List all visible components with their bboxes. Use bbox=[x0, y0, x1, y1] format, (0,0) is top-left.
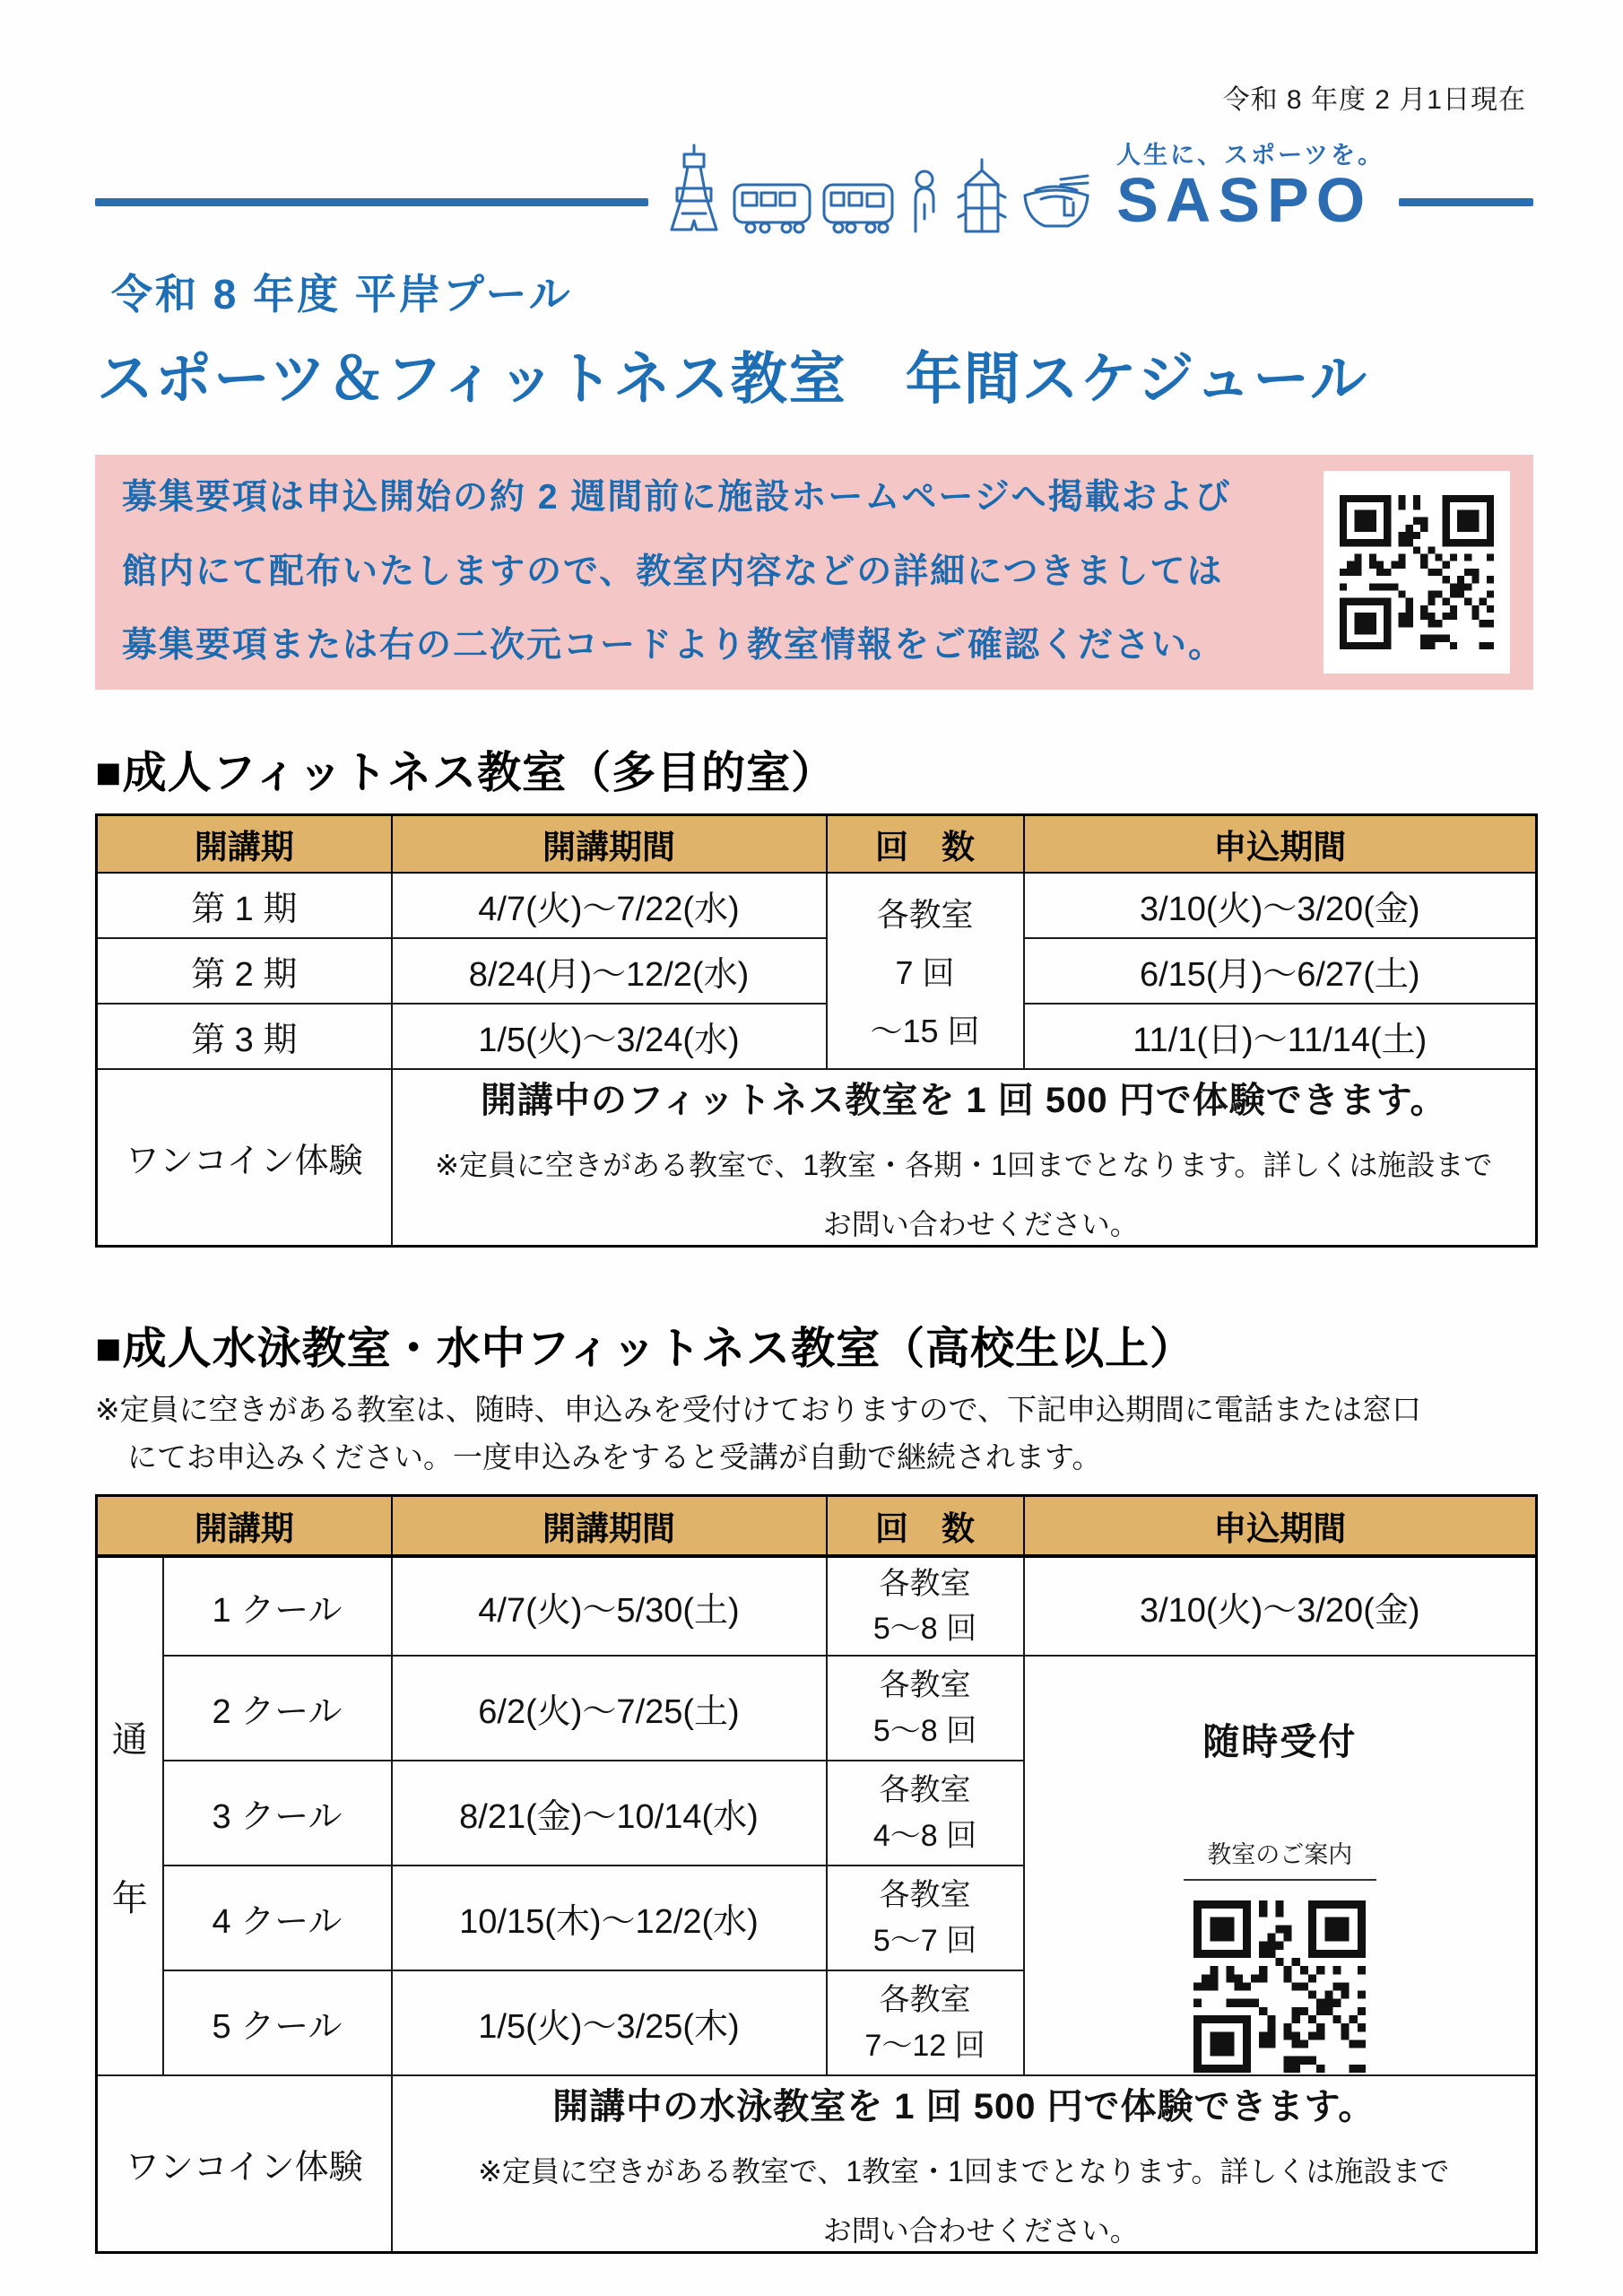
count-line: ～15 回 bbox=[870, 1013, 980, 1050]
count-line: 各教室 bbox=[876, 895, 974, 933]
logo-tagline: 人生に、スポーツを。 bbox=[1116, 141, 1384, 169]
anytime-label: 随時受付 bbox=[1202, 1721, 1358, 1763]
cell-apply: 3/10(火)～3/20(金) bbox=[1024, 1556, 1537, 1656]
notice-qr-panel bbox=[1324, 471, 1510, 674]
col-header-period: 開講期間 bbox=[392, 815, 827, 874]
trial-details bbox=[392, 2075, 1537, 2253]
count-line: 各教室 bbox=[879, 1983, 971, 2018]
date-note: 令和 8 年度 2 月1日現在 bbox=[1222, 85, 1526, 115]
clock-tower-icon bbox=[953, 158, 1011, 235]
trial-label: ワンコイン体験 bbox=[97, 1069, 392, 1247]
ramen-bowl-icon bbox=[1018, 172, 1095, 235]
cell-apply: 11/1(日)～11/14(土) bbox=[1024, 1004, 1537, 1069]
count-line: 5～7 回 bbox=[872, 1923, 977, 1958]
count-line: 4～8 回 bbox=[872, 1818, 977, 1853]
table-row bbox=[97, 1004, 1537, 1069]
trial-headline: 開講中のフィットネス教室を 1 回 500 円で体験できます。 bbox=[480, 1081, 1447, 1120]
trial-headline: 開講中の水泳教室を 1 回 500 円で体験できます。 bbox=[552, 2087, 1376, 2127]
hand-icon bbox=[903, 169, 946, 235]
table-row bbox=[97, 1556, 1537, 1656]
tram-icon bbox=[731, 179, 813, 235]
trial-row bbox=[97, 2075, 1537, 2253]
cell-period: 8/21(金)～10/14(水) bbox=[392, 1761, 827, 1866]
table-row bbox=[97, 1656, 1537, 1761]
cell-period: 4/7(火)～5/30(土) bbox=[392, 1556, 827, 1656]
col-header-apply: 申込期間 bbox=[1024, 1495, 1537, 1556]
section-heading-fitness: ■成人フィットネス教室（多目的室） bbox=[95, 749, 837, 797]
qr-caption: 教室のご案内 bbox=[1184, 1835, 1376, 1881]
intro-line: にてお申込みください。一度申込みをすると受講が自動で継続されます。 bbox=[127, 1440, 1102, 1474]
col-header-period: 開講期間 bbox=[392, 1495, 827, 1556]
count-line: 各教室 bbox=[879, 1668, 971, 1703]
cell-term: 第 1 期 bbox=[97, 873, 392, 938]
col-header-count: 回 数 bbox=[827, 815, 1024, 874]
cell-count bbox=[827, 1761, 1024, 1866]
intro-line: ※定員に空きがある教室は、随時、申込みを受付けておりますので、下記申込期間に電話または窓口 bbox=[95, 1393, 1421, 1426]
cell-period: 10/15(木)～12/2(水) bbox=[392, 1866, 827, 1970]
trial-details bbox=[392, 1069, 1537, 1247]
cell-apply: 6/15(月)～6/27(土) bbox=[1024, 938, 1537, 1004]
year-label-char: 通 bbox=[111, 1720, 148, 1761]
qr-code-notice bbox=[1340, 495, 1494, 649]
count-line: 各教室 bbox=[879, 1773, 971, 1808]
swim-intro-note bbox=[95, 1386, 1533, 1482]
notice-line: 募集要項は申込開始の約 2 週間前に施設ホームページへ掲載および bbox=[122, 478, 1232, 517]
cell-count bbox=[827, 1970, 1024, 2075]
cell-term: 5 クール bbox=[163, 1970, 392, 2075]
trial-note: ※定員に空きがある教室で、1教室・各期・1回までとなります。詳しくは施設まで bbox=[435, 1149, 1493, 1181]
col-header-count: 回 数 bbox=[827, 1495, 1024, 1556]
page-title: スポーツ＆フィットネス教室 年間スケジュール bbox=[97, 348, 1369, 411]
col-header-apply: 申込期間 bbox=[1024, 815, 1537, 874]
count-line: 各教室 bbox=[879, 1566, 971, 1601]
table-row bbox=[97, 873, 1537, 938]
notice-box bbox=[95, 455, 1533, 690]
section-heading-swim: ■成人水泳教室・水中フィットネス教室（高校生以上） bbox=[95, 1325, 1195, 1373]
cell-term: 1 クール bbox=[163, 1556, 392, 1656]
cell-year-round bbox=[97, 1556, 163, 2075]
col-header-term: 開講期 bbox=[97, 1495, 392, 1556]
brand-illustrations bbox=[664, 142, 1095, 235]
divider-line-right bbox=[1399, 198, 1533, 206]
notice-line: 館内にて配布いたしますので、教室内容などの詳細につきましては bbox=[122, 552, 1224, 591]
cell-count bbox=[827, 1556, 1024, 1656]
cell-count bbox=[827, 1866, 1024, 1970]
tv-tower-icon bbox=[664, 142, 724, 235]
col-header-term: 開講期 bbox=[97, 815, 392, 874]
cell-term: 第 2 期 bbox=[97, 938, 392, 1004]
cell-term: 3 クール bbox=[163, 1761, 392, 1866]
cell-term: 2 クール bbox=[163, 1656, 392, 1761]
count-line: 7 回 bbox=[895, 954, 955, 991]
trial-label: ワンコイン体験 bbox=[97, 2075, 392, 2253]
brand-header bbox=[95, 120, 1533, 235]
cell-period: 1/5(火)～3/25(木) bbox=[392, 1970, 827, 2075]
count-line: 5～8 回 bbox=[872, 1713, 977, 1748]
cell-period: 8/24(月)～12/2(水) bbox=[392, 938, 827, 1004]
count-line: 各教室 bbox=[879, 1878, 971, 1913]
trial-note: ※定員に空きがある教室で、1教室・1回までとなります。詳しくは施設まで bbox=[478, 2155, 1450, 2188]
cell-period: 1/5(火)～3/24(水) bbox=[392, 1004, 827, 1069]
qr-code-classes bbox=[1193, 1900, 1366, 2073]
subtitle: 令和 8 年度 平岸プール bbox=[111, 271, 573, 317]
count-line: 5～8 回 bbox=[872, 1612, 977, 1647]
year-label-char: 年 bbox=[111, 1879, 148, 1919]
cell-period: 6/2(火)～7/25(土) bbox=[392, 1656, 827, 1761]
cell-term: 第 3 期 bbox=[97, 1004, 392, 1069]
fitness-schedule-table bbox=[95, 813, 1538, 1248]
count-line: 7～12 回 bbox=[864, 2028, 985, 2063]
cell-term: 4 クール bbox=[163, 1866, 392, 1970]
saspo-logo bbox=[1116, 135, 1384, 235]
table-header-row bbox=[97, 815, 1537, 874]
train-icon bbox=[820, 179, 896, 235]
cell-anytime-merged bbox=[1024, 1656, 1537, 2075]
swim-schedule-table bbox=[95, 1494, 1538, 2255]
notice-text bbox=[122, 461, 1315, 683]
divider-line-left bbox=[95, 198, 648, 206]
table-row bbox=[97, 938, 1537, 1004]
cell-count-merged bbox=[827, 873, 1024, 1069]
trial-note: お問い合わせください。 bbox=[822, 1208, 1139, 1240]
trial-row bbox=[97, 1069, 1537, 1247]
cell-apply: 3/10(火)～3/20(金) bbox=[1024, 873, 1537, 938]
cell-count bbox=[827, 1656, 1024, 1761]
notice-line: 募集要項または右の二次元コードより教室情報をご確認ください。 bbox=[122, 626, 1226, 665]
table-header-row bbox=[97, 1495, 1537, 1556]
cell-period: 4/7(火)～7/22(水) bbox=[392, 873, 827, 938]
trial-note: お問い合わせください。 bbox=[822, 2214, 1139, 2248]
logo-wordmark: SASPO bbox=[1116, 164, 1373, 235]
